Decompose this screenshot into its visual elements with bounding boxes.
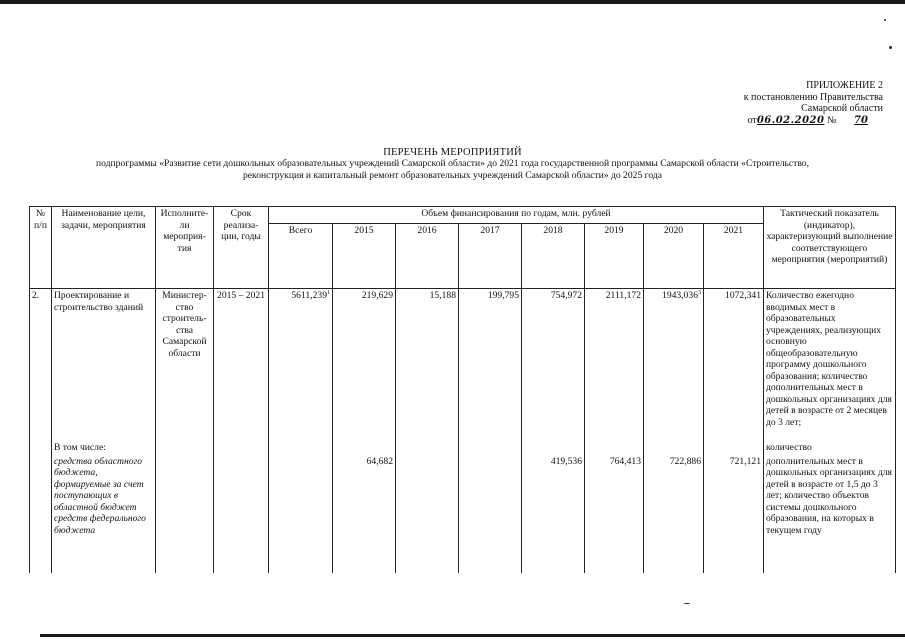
row-2017: 199,795 xyxy=(459,289,522,442)
top-scan-border xyxy=(0,0,905,4)
number-prefix: № xyxy=(826,114,837,126)
header-year: 2020 xyxy=(644,224,704,289)
row-2020-value: 1943,036 xyxy=(662,290,698,301)
regional-2015: 64,682 xyxy=(333,455,396,573)
handwritten-number: 70 xyxy=(854,114,868,126)
subtitle-line-2: реконструкция и капитальный ремонт образовательных учреждений Самарской области» до 2025 года xyxy=(242,170,663,181)
appendix-line2: к постановлению Правительства xyxy=(743,91,883,103)
header-indicator: Тактический показатель (индикатор), характеризующий выполнение соответствующего мероприятия (мероприятий) xyxy=(764,207,896,289)
row-2020 xyxy=(644,289,704,442)
scan-speck xyxy=(884,19,886,21)
incl-label: В том числе: xyxy=(52,441,156,455)
footnote-mark: 1 xyxy=(327,289,330,296)
measures-table xyxy=(29,206,896,573)
row-total xyxy=(269,289,333,442)
incl-indicator: количество xyxy=(764,441,896,455)
header-num: № п/п xyxy=(30,207,52,289)
handwritten-date: 06.02.2020 xyxy=(756,114,825,126)
row-name: Проектирование и строительство зданий xyxy=(52,289,156,442)
row-indicator: Количество ежегодно вводимых мест в образовательных учреждениях, реализующих основную общеобразовательную программу дошкольного образования; количество дополнительных мест в дошкольных организациях для детей в возрасте от 2 месяцев до 3 лет; xyxy=(764,289,896,442)
footnote-mark: 3 xyxy=(698,289,701,296)
header-executor: Исполните-ли мероприя-тия xyxy=(156,207,214,289)
document-title: ПЕРЕЧЕНЬ МЕРОПРИЯТИЙ xyxy=(383,147,522,158)
header-year: 2019 xyxy=(585,224,644,289)
appendix-date-line xyxy=(683,115,883,127)
appendix-title: ПРИЛОЖЕНИЕ 2 xyxy=(806,80,883,91)
table-row xyxy=(30,455,896,573)
scan-speck xyxy=(889,46,892,49)
header-year: 2018 xyxy=(522,224,585,289)
row-2019: 2111,172 xyxy=(585,289,644,442)
header-year: 2015 xyxy=(333,224,396,289)
document-subtitle xyxy=(30,158,875,182)
bottom-scan-border xyxy=(40,634,905,637)
regional-2020: 722,886 xyxy=(644,455,704,573)
header-year: 2016 xyxy=(396,224,459,289)
regional-2021: 721,121 xyxy=(704,455,764,573)
header-period: Срок реализа-ции, годы xyxy=(214,207,269,289)
date-prefix: от xyxy=(747,114,757,126)
row-2016: 15,188 xyxy=(396,289,459,442)
regional-indicator: дополнительных мест в дошкольных организациях для детей в возрасте от 1,5 до 3 лет; количество объектов системы дошкольного образования, на которых в текущем году xyxy=(764,455,896,573)
row-2018: 754,972 xyxy=(522,289,585,442)
row-executor: Министер-ство строитель-ства Самарской области xyxy=(156,289,214,442)
table-row xyxy=(30,289,896,442)
header-row xyxy=(30,207,896,224)
row-total-value: 5611,239 xyxy=(291,290,327,301)
row-num: 2. xyxy=(30,289,52,442)
table-row xyxy=(30,441,896,455)
regional-2019: 764,413 xyxy=(585,455,644,573)
header-name: Наименование цели, задачи, мероприятия xyxy=(52,207,156,289)
row-period: 2015 – 2021 xyxy=(214,289,269,442)
appendix-block xyxy=(683,80,883,126)
appendix-line3: Самарской области xyxy=(801,103,883,114)
header-year-total: Всего xyxy=(269,224,333,289)
row-2021: 1072,341 xyxy=(704,289,764,442)
header-year: 2021 xyxy=(704,224,764,289)
regional-2018: 419,536 xyxy=(522,455,585,573)
header-funding: Объем финансирования по годам, млн. рублей xyxy=(269,207,764,224)
header-year: 2017 xyxy=(459,224,522,289)
row-2015: 219,629 xyxy=(333,289,396,442)
subtitle-line-1: подпрограммы «Развитие сети дошкольных образовательных учреждений Самарской области» до 2021 года государственной программы Самарской области «Строительство, xyxy=(96,158,809,169)
scan-speck xyxy=(684,603,690,604)
regional-name: средства областного бюджета, формируемые за счет поступающих в областной бюджет средств федерального бюджета xyxy=(52,455,156,573)
